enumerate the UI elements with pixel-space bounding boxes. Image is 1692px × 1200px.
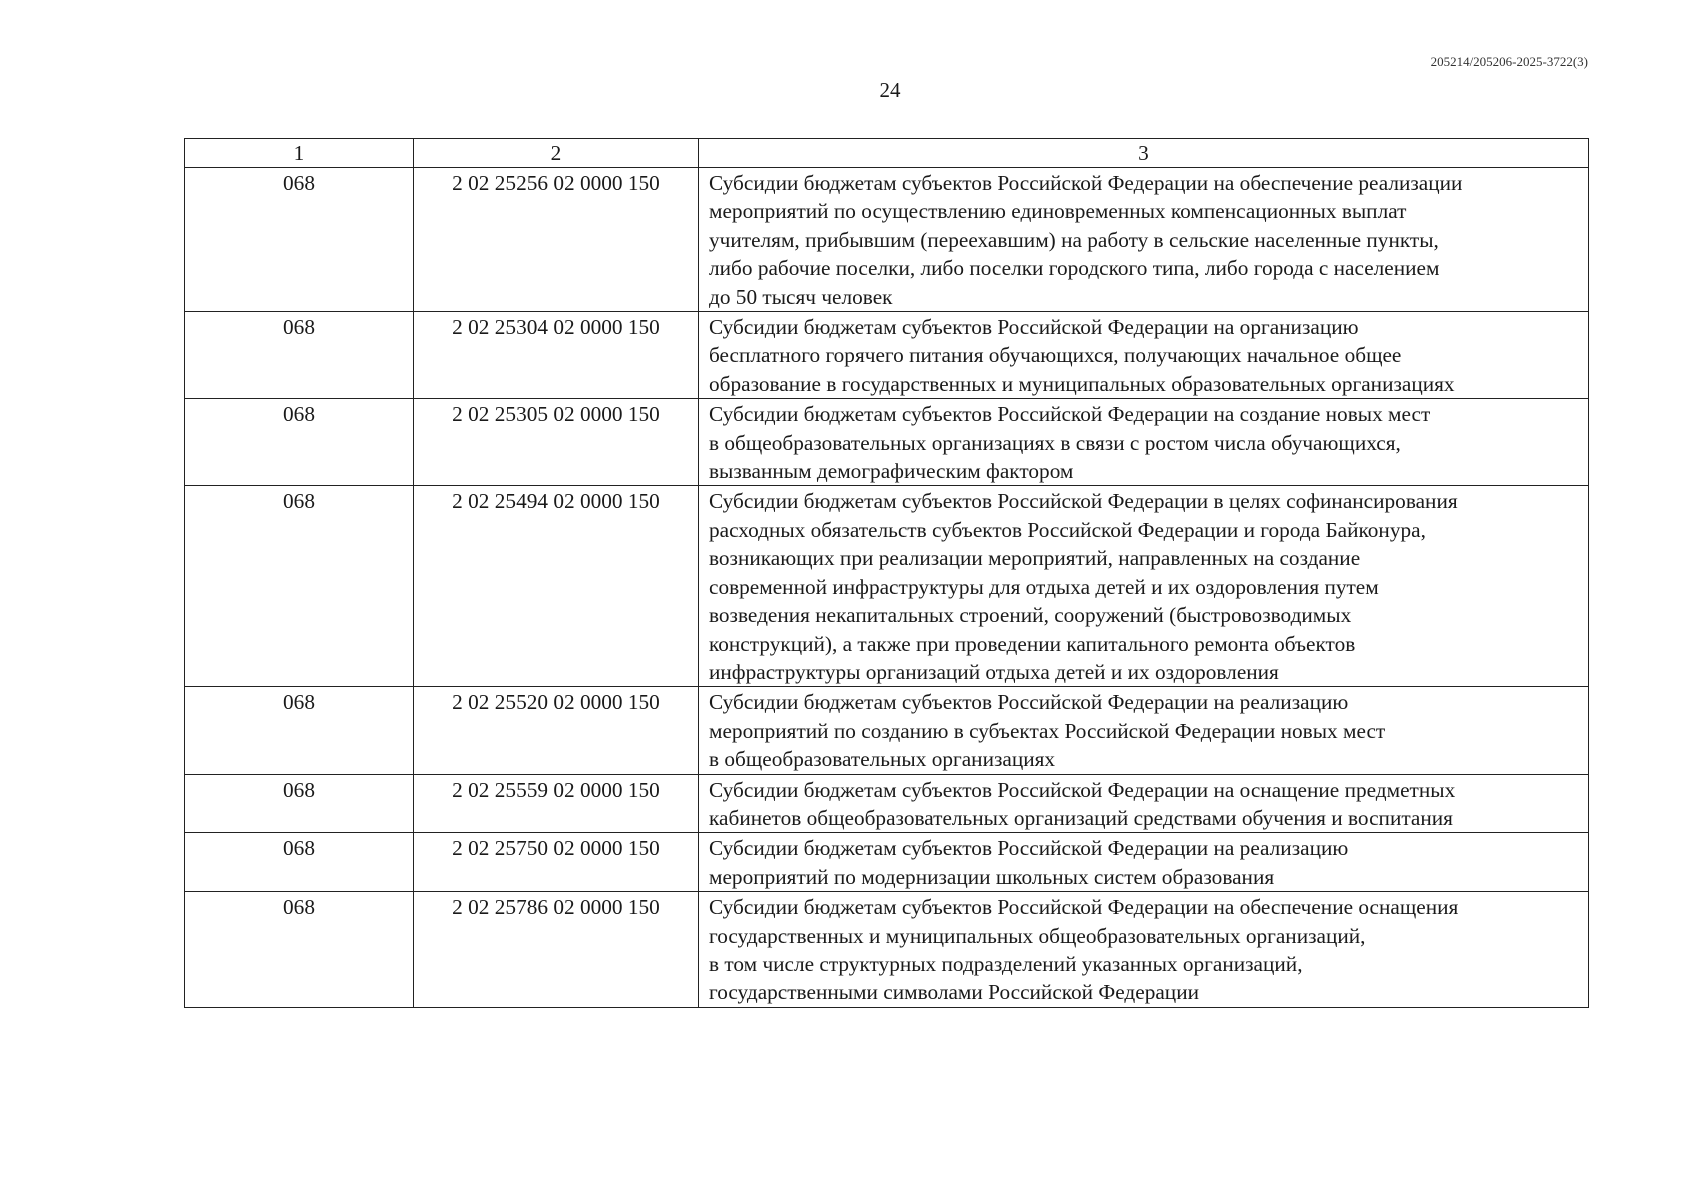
description-cell <box>699 312 1589 399</box>
description-line: инфраструктуры организаций отдыха детей и их оздоровления <box>709 659 1279 684</box>
document-id: 205214/205206-2025-3722(3) <box>1430 54 1588 69</box>
admin-code-cell: 068 <box>185 892 414 1008</box>
description-cell <box>699 892 1589 1008</box>
description-cell <box>699 833 1589 892</box>
budget-code-cell: 2 02 25520 02 0000 150 <box>414 687 699 774</box>
admin-code-cell: 068 <box>185 168 414 312</box>
description-line: Субсидии бюджетам субъектов Российской Федерации на обеспечение оснащения <box>709 895 1459 920</box>
table-row <box>185 168 1589 312</box>
table-row <box>185 486 1589 687</box>
table-row <box>185 833 1589 892</box>
description-line: вызванным демографическим фактором <box>709 459 1074 484</box>
table-row <box>185 774 1589 833</box>
description-cell <box>699 399 1589 486</box>
description-cell <box>699 687 1589 774</box>
page-number: 24 <box>879 78 901 102</box>
description-line: государственными символами Российской Федерации <box>709 980 1199 1005</box>
budget-code-cell: 2 02 25304 02 0000 150 <box>414 312 699 399</box>
table-row <box>185 312 1589 399</box>
table-row <box>185 687 1589 774</box>
description-line: либо рабочие поселки, либо поселки городского типа, либо города с населением <box>709 256 1440 281</box>
description-line: бесплатного горячего питания обучающихся, получающих начальное общее <box>709 343 1402 368</box>
description-line: государственных и муниципальных общеобразовательных организаций, <box>709 923 1366 948</box>
description-line: в общеобразовательных организациях в связи с ростом числа обучающихся, <box>709 430 1401 455</box>
budget-code-cell: 2 02 25559 02 0000 150 <box>414 774 699 833</box>
admin-code-cell: 068 <box>185 687 414 774</box>
budget-code-cell: 2 02 25750 02 0000 150 <box>414 833 699 892</box>
description-cell <box>699 774 1589 833</box>
description-line: в том числе структурных подразделений указанных организаций, <box>709 951 1303 976</box>
column-header-1: 1 <box>185 139 414 168</box>
description-line: расходных обязательств субъектов Российской Федерации и города Байконура, <box>709 517 1426 542</box>
table-body <box>185 168 1589 1008</box>
description-line: современной инфраструктуры для отдыха детей и их оздоровления путем <box>709 574 1379 599</box>
description-line: Субсидии бюджетам субъектов Российской Федерации на реализацию <box>709 690 1349 715</box>
table-header-row <box>185 139 1589 168</box>
description-line: Субсидии бюджетам субъектов Российской Федерации на оснащение предметных <box>709 777 1456 802</box>
budget-code-cell: 2 02 25786 02 0000 150 <box>414 892 699 1008</box>
description-line: Субсидии бюджетам субъектов Российской Федерации в целях софинансирования <box>709 489 1458 514</box>
description-line: мероприятий по осуществлению единовременных компенсационных выплат <box>709 199 1407 224</box>
admin-code-cell: 068 <box>185 312 414 399</box>
description-line: мероприятий по модернизации школьных систем образования <box>709 864 1275 889</box>
admin-code-cell: 068 <box>185 774 414 833</box>
admin-code-cell: 068 <box>185 399 414 486</box>
description-line: Субсидии бюджетам субъектов Российской Федерации на создание новых мест <box>709 402 1431 427</box>
description-line: в общеобразовательных организациях <box>709 747 1056 772</box>
budget-code-cell: 2 02 25494 02 0000 150 <box>414 486 699 687</box>
admin-code-cell: 068 <box>185 486 414 687</box>
description-line: возникающих при реализации мероприятий, направленных на создание <box>709 546 1361 571</box>
budget-codes-table <box>184 138 1589 1008</box>
table-row <box>185 399 1589 486</box>
description-line: образование в государственных и муниципальных образовательных организациях <box>709 371 1455 396</box>
description-line: мероприятий по созданию в субъектах Российской Федерации новых мест <box>709 718 1386 743</box>
budget-code-cell: 2 02 25256 02 0000 150 <box>414 168 699 312</box>
description-cell <box>699 168 1589 312</box>
budget-code-cell: 2 02 25305 02 0000 150 <box>414 399 699 486</box>
column-header-3: 3 <box>699 139 1589 168</box>
description-cell <box>699 486 1589 687</box>
description-line: учителям, прибывшим (переехавшим) на работу в сельские населенные пункты, <box>709 227 1439 252</box>
description-line: Субсидии бюджетам субъектов Российской Федерации на организацию <box>709 315 1359 340</box>
description-line: конструкций), а также при проведении капитального ремонта объектов <box>709 631 1356 656</box>
table-row <box>185 892 1589 1008</box>
description-line: до 50 тысяч человек <box>709 284 893 309</box>
description-line: возведения некапитальных строений, сооружений (быстровозводимых <box>709 603 1352 628</box>
admin-code-cell: 068 <box>185 833 414 892</box>
description-line: кабинетов общеобразовательных организаций средствами обучения и воспитания <box>709 805 1453 830</box>
column-header-2: 2 <box>414 139 699 168</box>
description-line: Субсидии бюджетам субъектов Российской Федерации на обеспечение реализации <box>709 171 1463 195</box>
description-line: Субсидии бюджетам субъектов Российской Федерации на реализацию <box>709 836 1349 861</box>
